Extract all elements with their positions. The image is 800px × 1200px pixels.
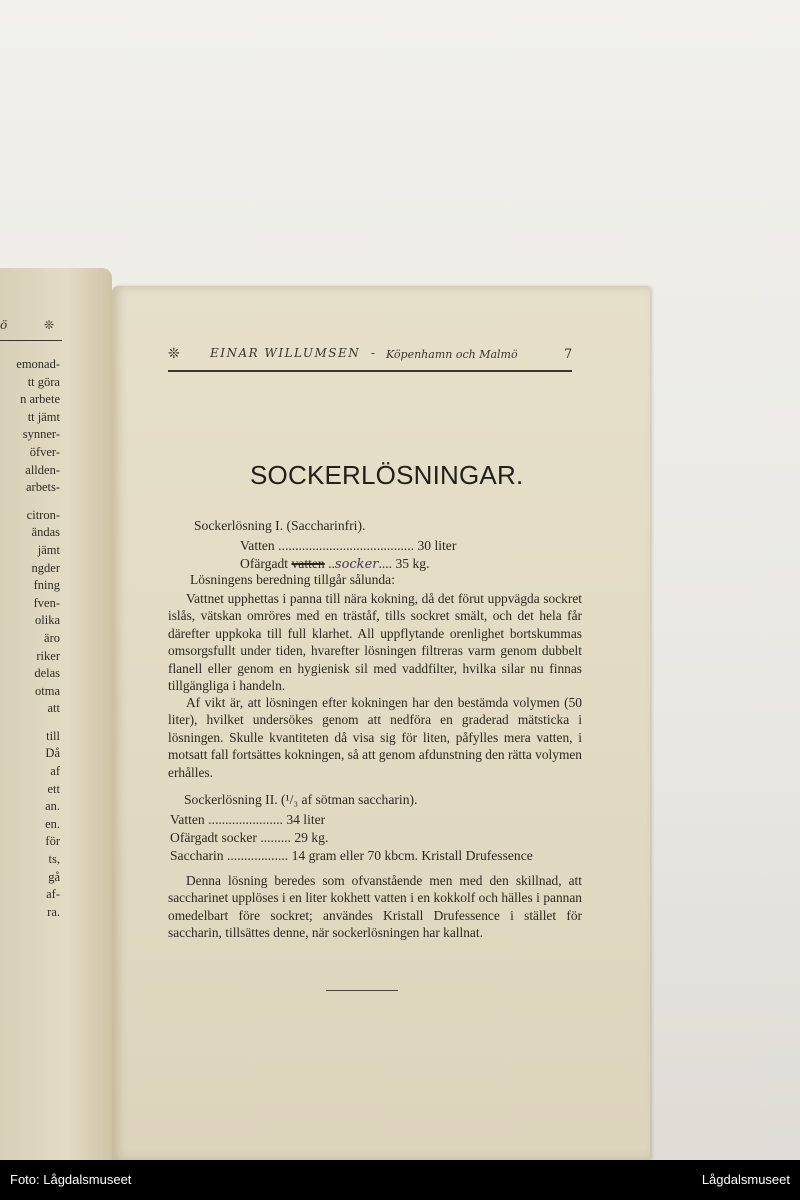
end-rule bbox=[326, 990, 398, 991]
solution1-row: Ofärgadt vatten ..socker.... 35 kg. bbox=[240, 556, 430, 572]
left-page-line: tt jämt bbox=[27, 409, 60, 424]
ornament-icon: ❊ bbox=[44, 318, 55, 332]
left-page-line: allden- bbox=[25, 462, 60, 477]
left-page-line: öfver- bbox=[29, 444, 60, 459]
left-page-gap bbox=[0, 718, 60, 728]
solution2-row: Vatten ...................... 34 liter bbox=[170, 812, 326, 827]
left-page-line: riker bbox=[36, 648, 60, 663]
photo-credit: Foto: Lågdalsmuseet bbox=[10, 1172, 132, 1187]
left-header-fragment: ö bbox=[0, 318, 8, 332]
left-page-line: för bbox=[45, 834, 60, 849]
left-page-line: arbets- bbox=[25, 480, 60, 495]
left-page-line: emonad- bbox=[16, 357, 60, 371]
solution2-row: Ofärgadt socker ......... 29 kg. bbox=[170, 830, 329, 845]
running-head-author: EINAR WILLUMSEN - bbox=[210, 346, 377, 360]
left-page-line: olika bbox=[35, 613, 60, 628]
left-page-line: af bbox=[50, 764, 60, 779]
solution2-heading: Sockerlösning II. (¹/₃ af sötman saccharin). bbox=[184, 792, 418, 807]
left-page-header bbox=[0, 318, 60, 332]
left-page-line: fning bbox=[33, 578, 60, 593]
struck-word: vatten bbox=[291, 556, 325, 571]
left-page-line: äro bbox=[44, 630, 60, 645]
left-page-line: gå bbox=[48, 869, 60, 884]
left-page-line: att bbox=[47, 701, 60, 716]
left-page-line: till bbox=[46, 728, 60, 743]
left-page-line: jämt bbox=[37, 542, 60, 557]
paragraph: Af vikt är, att lösningen efter kokningen har den bestämda volymen (50 liter), hvilket undersökes genom att nedföra en graderad mätsticka i lösningen. Skulle kvantiteten då visa sig för liten, påfylles mera vatten, i motsatt fall fortsättes kokningen, så att genom afdunstning den rätta volymen erhålles. bbox=[168, 695, 582, 780]
solution1-heading: Sockerlösning I. (Saccharinfri). bbox=[194, 518, 366, 533]
left-page-gap bbox=[0, 497, 60, 507]
left-header-rule bbox=[0, 340, 62, 341]
running-head bbox=[168, 346, 576, 368]
solution2-row: Saccharin .................. 14 gram eller 70 kbcm. Kristall Drufessence bbox=[170, 848, 533, 863]
left-page-text bbox=[0, 356, 60, 921]
left-page-line: ett bbox=[47, 781, 60, 796]
museum-credit: Lågdalsmuseet bbox=[701, 1172, 790, 1187]
solution1-row: Vatten ........................................ 30 liter bbox=[240, 538, 457, 553]
paragraph: Vattnet upphettas i panna till nära kokning, då det förut uppvägda sockret islås, vätskan omröres med en träståf, tills sockret smält, och det hela får därefter uppkoka till full klarhet. All uppflytande orenlighet bortskummas omsorgsfullt under tiden, hvarefter lösningen filtreras varm genom dubbelt flanell eller genom en hygienisk sil med vaddfilter, hvilka silar nu finnas tillgängliga i handeln. bbox=[168, 591, 582, 694]
left-page-line: synner- bbox=[22, 427, 60, 442]
page-number: 7 bbox=[564, 347, 573, 362]
left-page-line: an. bbox=[45, 799, 60, 814]
left-page-line: citron- bbox=[26, 507, 60, 522]
left-page-line: n arbete bbox=[20, 392, 60, 407]
left-page-line: ändas bbox=[31, 525, 60, 540]
left-page-line: ngder bbox=[31, 560, 60, 575]
left-page-line: delas bbox=[34, 666, 60, 681]
header-rule bbox=[168, 370, 572, 372]
left-page-line: otma bbox=[35, 683, 60, 698]
running-head-place: Köpenhamn och Malmö bbox=[386, 348, 518, 361]
left-page-line: Då bbox=[45, 746, 60, 761]
left-page-line: ra. bbox=[47, 904, 60, 919]
left-page-line: ts, bbox=[48, 852, 60, 867]
left-page-line: fven- bbox=[33, 595, 60, 610]
handwritten-correction: socker bbox=[334, 557, 379, 572]
page-title: SOCKERLÖSNINGAR. bbox=[250, 460, 524, 490]
left-page-line: en. bbox=[45, 816, 60, 831]
preparation-intro: Lösningens beredning tillgår sålunda: bbox=[190, 572, 395, 587]
paragraph: Denna lösning beredes som ofvanstående men med den skillnad, att saccharinet upplöses i en liter kokhett vatten i en kokkolf och hälles i pannan omedelbart före sockret; användes Kristall Drufessence i stället för saccharin, tillsättes denne, när sockerlösningen har kallnat. bbox=[168, 873, 582, 941]
left-page-line: tt göra bbox=[27, 374, 60, 389]
left-page-line: af- bbox=[46, 887, 60, 902]
ornament-icon: ❊ bbox=[168, 346, 180, 362]
